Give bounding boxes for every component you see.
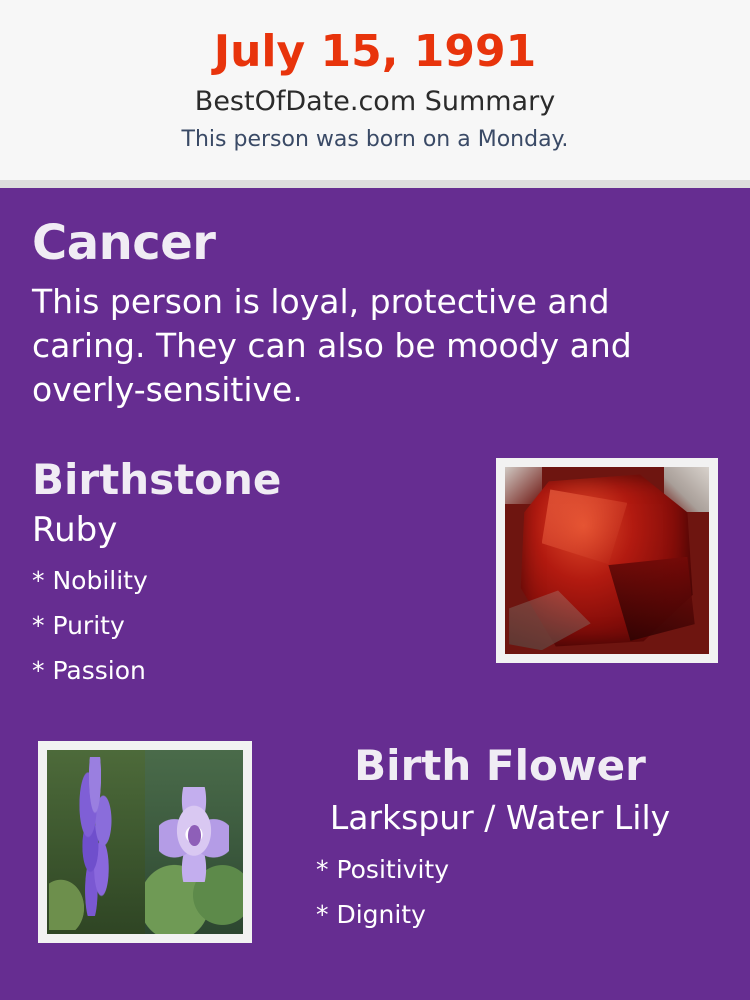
list-item: * Nobility	[32, 566, 148, 595]
birth-flower-text	[280, 737, 720, 937]
site-summary-label: BestOfDate.com Summary	[194, 86, 556, 117]
ruby-gemstone-image	[505, 467, 709, 654]
header	[0, 0, 750, 180]
birth-flower-title: Birth Flower	[354, 741, 646, 790]
birthstone-title: Birthstone	[32, 455, 282, 504]
list-item: * Passion	[32, 656, 146, 685]
birth-flower-name: Larkspur / Water Lily	[329, 798, 671, 837]
water-lily-photo	[145, 750, 243, 934]
zodiac-section	[32, 214, 718, 412]
list-item: * Dignity	[316, 900, 426, 929]
birth-flower-image-frame	[38, 741, 252, 943]
zodiac-sign-name: Cancer	[32, 215, 216, 271]
larkspur-photo	[47, 750, 145, 934]
birthstone-name: Ruby	[32, 510, 118, 550]
larkspur-leaf	[49, 875, 88, 930]
zodiac-description: This person is loyal, protective and caring. They can also be moody and overly-sensitive.	[32, 282, 632, 409]
birthstone-image-frame	[496, 458, 718, 663]
list-item: * Positivity	[316, 855, 449, 884]
header-divider	[0, 180, 750, 188]
birthstone-section	[32, 454, 718, 693]
summary-panel	[0, 188, 750, 1000]
birth-flower-image	[47, 750, 243, 934]
birth-day-note: This person was born on a Monday.	[181, 127, 569, 152]
water-lily-center	[188, 825, 201, 845]
birth-flower-section	[32, 741, 718, 971]
birth-flower-trait-list	[280, 847, 720, 937]
page-title: July 15, 1991	[213, 26, 537, 77]
list-item: * Purity	[32, 611, 125, 640]
